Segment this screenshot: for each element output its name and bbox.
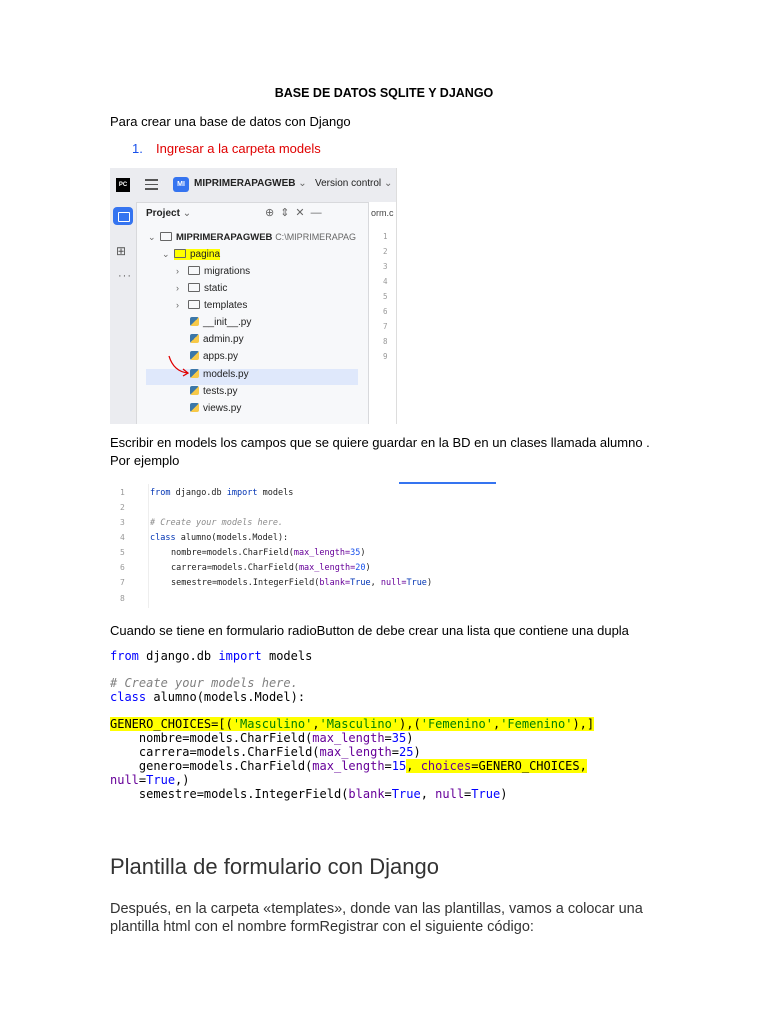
pycharm-logo: PC: [116, 178, 130, 192]
paragraph-radiobutton: Cuando se tiene en formulario radioButton de debe crear una lista que contiene una dupla: [110, 623, 629, 638]
code2-line-4: GENERO_CHOICES=[('Masculino','Masculino'),('Femenino','Femenino'),]: [110, 717, 595, 731]
tree-item-tests[interactable]: tests.py: [190, 386, 237, 402]
section-heading: Plantilla de formulario con Django: [110, 854, 439, 879]
code-line: # Create your models here.: [150, 518, 284, 528]
code2-line-9: semestre=models.IntegerField(blank=True, null=True): [110, 787, 508, 801]
editor-area: orm.c 1 2 3 4 5 6 7 8 9: [368, 202, 397, 424]
menu-icon[interactable]: [145, 179, 158, 190]
project-selector[interactable]: MIPRIMERAPAGWEB ⌄: [194, 178, 307, 189]
project-badge: MI: [173, 177, 189, 192]
step-text: Ingresar a la carpeta models: [156, 141, 321, 156]
version-control-menu[interactable]: Version control ⌄: [315, 178, 393, 189]
panel-tools-icons[interactable]: ⊕⇕✕—: [265, 207, 328, 219]
tree-item-init[interactable]: __init__.py: [190, 317, 251, 333]
paragraph-templates: Después, en la carpeta «templates», donde van las plantillas, vamos a colocar una plantilla html con el nombre formRegistrar con el siguiente código:: [110, 901, 643, 935]
tree-item-static[interactable]: › static: [176, 283, 228, 294]
step-1: [132, 141, 321, 156]
step-number: 1.: [132, 141, 143, 156]
tree-item-admin[interactable]: admin.py: [190, 334, 244, 350]
code-line: from django.db import models: [150, 488, 294, 498]
tree-item-views[interactable]: views.py: [190, 403, 241, 419]
code-screenshot: 1 2 3 4 5 6 7 8 from django.db import models # Create your models here. class alumno(models.Model): nombre=models.CharField(max_length=35) carrera=models.CharField(max_length=20) semestre=models.IntegerField(blank=True, null=True): [110, 484, 584, 608]
paragraph-models: Escribir en models los campos que se quiere guardar en la BD en un clases llamada alumno . Por ejemplo: [110, 435, 650, 468]
tool-window-bar: [110, 202, 137, 424]
code-line: class alumno(models.Model):: [150, 533, 289, 543]
code2-line-6: carrera=models.CharField(max_length=25): [110, 745, 421, 759]
tree-item-migrations[interactable]: › migrations: [176, 266, 251, 277]
code2-line-8: null=True,): [110, 773, 190, 787]
red-arrow-icon: [166, 354, 192, 378]
code-line: semestre=models.IntegerField(blank=True, null=True): [171, 578, 433, 588]
editor-tab[interactable]: orm.c: [371, 208, 394, 218]
document-title: BASE DE DATOS SQLITE Y DJANGO: [274, 86, 494, 100]
ide-toolbar: [110, 168, 396, 203]
tree-item-templates[interactable]: › templates: [176, 300, 248, 311]
project-panel-title[interactable]: Project ⌄: [146, 208, 192, 219]
code2-line-2: # Create your models here.: [110, 676, 298, 690]
code2-line-7: genero=models.CharField(max_length=15, choices=GENERO_CHOICES,: [110, 759, 587, 773]
code2-line-3: class alumno(models.Model):: [110, 690, 306, 704]
intro-text: Para crear una base de datos con Django: [110, 114, 351, 129]
tree-item-models[interactable]: models.py: [190, 369, 249, 385]
project-folder-icon[interactable]: [113, 207, 133, 225]
code2-line-5: nombre=models.CharField(max_length=35): [110, 731, 414, 745]
tree-root[interactable]: ⌄ MIPRIMERAPAGWEB C:\MIPRIMERAPAG: [148, 232, 357, 243]
tree-item-apps[interactable]: apps.py: [190, 351, 238, 367]
code-line: nombre=models.CharField(max_length=35): [171, 548, 366, 558]
ide-screenshot: [110, 168, 397, 424]
tree-item-pagina[interactable]: ⌄ pagina: [162, 249, 221, 260]
more-icon[interactable]: ···: [118, 270, 132, 282]
code-line: carrera=models.CharField(max_length=20): [171, 563, 371, 573]
code2-line-1: from django.db import models: [110, 649, 313, 663]
structure-icon[interactable]: ⊞: [116, 244, 127, 258]
